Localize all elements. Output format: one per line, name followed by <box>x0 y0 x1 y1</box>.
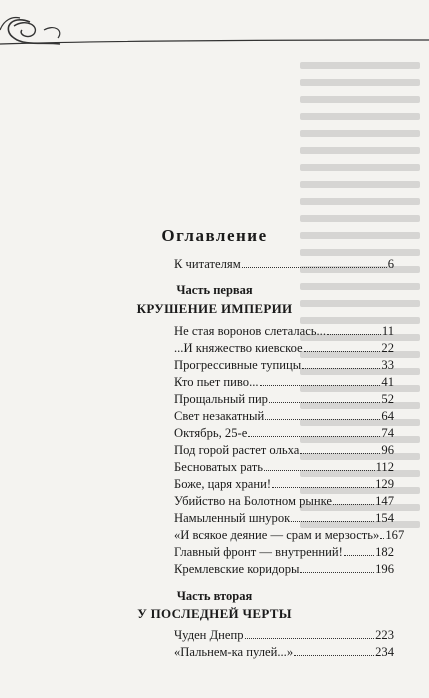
toc-entry <box>174 628 394 645</box>
toc-entry-page: 64 <box>381 409 394 423</box>
leader-dots <box>272 487 374 488</box>
toc-entry-title: Октябрь, 25-е <box>174 426 248 440</box>
toc-entry-title: Кремлевские коридоры <box>174 562 300 576</box>
toc-entry <box>174 511 394 528</box>
toc-entry <box>174 562 394 579</box>
toc-entry-title: Убийство на Болотном рынке <box>174 494 332 508</box>
page-title: Оглавление <box>161 226 268 245</box>
leader-dots <box>294 655 374 656</box>
leader-dots <box>304 351 381 352</box>
part-label: Часть вторая <box>176 589 253 603</box>
toc-entry-title: Намыленный шнурок <box>174 511 291 525</box>
toc-entry <box>174 358 394 375</box>
leader-dots <box>380 538 384 539</box>
toc-entry-page: 11 <box>381 324 394 338</box>
part-title: У ПОСЛЕДНЕЙ ЧЕРТЫ <box>137 606 292 621</box>
toc-entry-page: 147 <box>375 494 394 508</box>
leader-dots <box>327 334 381 335</box>
part-label: Часть первая <box>176 283 253 297</box>
toc-entry-title: Кто пьет пиво... <box>174 375 259 389</box>
toc-entry-title: Прогрессивные тупицы <box>174 358 302 372</box>
toc-entry-page: 234 <box>375 645 394 659</box>
toc-entry-page: 6 <box>387 257 394 271</box>
toc-entry-title: «И всякое деяние — срам и мерзость» <box>174 528 380 542</box>
leader-dots <box>245 638 375 639</box>
toc-entry-page: 182 <box>375 545 394 559</box>
toc-entry-title: Главный фронт — внутренний! <box>174 545 343 559</box>
leader-dots <box>242 267 387 268</box>
toc-entry-title: ...И княжество киевское <box>174 341 303 355</box>
toc-entry-title: Бесноватых рать <box>174 460 264 474</box>
leader-dots <box>344 555 374 556</box>
toc-entry <box>174 341 394 358</box>
leader-dots <box>269 402 380 403</box>
toc-entry <box>174 443 394 460</box>
toc-entry-page: 154 <box>375 511 394 525</box>
toc-entry <box>174 375 394 392</box>
toc-entry-page: 52 <box>381 392 394 406</box>
toc-entry <box>174 477 394 494</box>
leader-dots <box>300 453 380 454</box>
toc-entry <box>174 392 394 409</box>
toc-entry-title: Боже, царя храни! <box>174 477 272 491</box>
leader-dots <box>264 470 375 471</box>
toc-entry <box>174 545 394 562</box>
toc-entry-page: 96 <box>381 443 394 457</box>
toc-entry-title: Под горой растет ольха <box>174 443 300 457</box>
toc-entry <box>174 409 394 426</box>
leader-dots <box>265 419 380 420</box>
toc-entry-title: К читателям <box>174 257 241 271</box>
flourish-ornament-icon <box>0 0 429 60</box>
toc-entry-title: «Пальнем-ка пулей...» <box>174 645 294 659</box>
toc-entry <box>174 494 394 511</box>
toc-entry <box>174 645 394 662</box>
toc-entry-page: 41 <box>381 375 394 389</box>
toc-entry <box>174 460 394 477</box>
toc-entry-title: Прощальный пир <box>174 392 268 406</box>
toc-entry-title: Не стая воронов слеталась... <box>174 324 326 338</box>
toc-entry-page: 196 <box>375 562 394 576</box>
toc-entry-page: 33 <box>381 358 394 372</box>
leader-dots <box>248 436 380 437</box>
toc-entry-page: 112 <box>375 460 394 474</box>
toc-entry <box>174 528 405 545</box>
leader-dots <box>333 504 374 505</box>
toc-entry-title: Свет незакатный <box>174 409 265 423</box>
toc-entry-page: 223 <box>375 628 394 642</box>
toc-entry-page: 22 <box>381 341 394 355</box>
toc-entry-page: 167 <box>385 528 405 542</box>
leader-dots <box>302 368 380 369</box>
leader-dots <box>300 572 374 573</box>
toc-entry-page: 129 <box>375 477 394 491</box>
toc-entry <box>174 324 394 341</box>
toc-entry-title: Чуден Днепр <box>174 628 244 642</box>
toc-entry-intro <box>174 257 394 274</box>
leader-dots <box>260 385 381 386</box>
toc-entry <box>174 426 394 443</box>
part-title: КРУШЕНИЕ ИМПЕРИИ <box>136 301 293 316</box>
leader-dots <box>291 521 374 522</box>
toc-entry-page: 74 <box>381 426 394 440</box>
